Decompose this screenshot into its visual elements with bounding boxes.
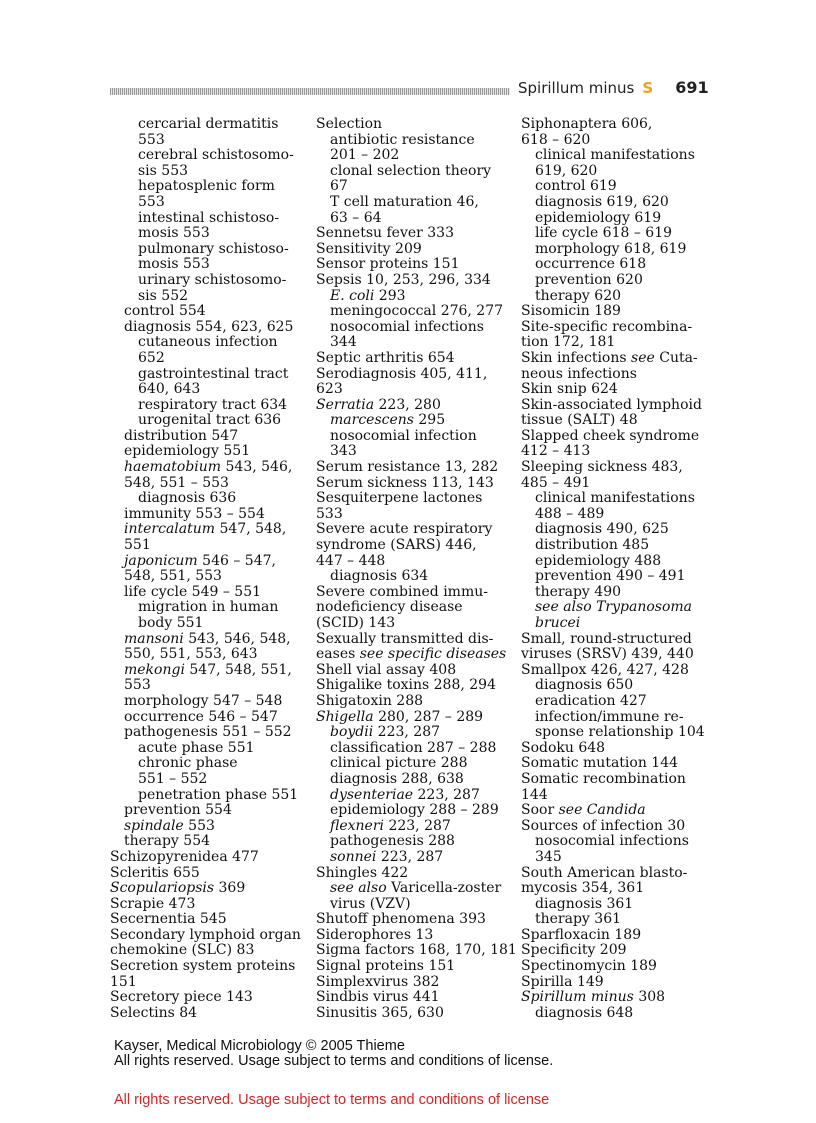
index-line: 447 – 448 [316,552,386,569]
index-line: acute phase 551 [138,739,255,756]
index-line: epidemiology 488 [535,552,662,569]
index-line: urinary schistosomo- [138,271,287,288]
index-line: nosocomial infections [330,318,484,335]
index-line: E. coli 293 [330,287,406,304]
index-line: Shutoff phenomena 393 [316,911,486,928]
index-line: Shingles 422 [316,864,409,881]
index-line: viruses (SRSV) 439, 440 [521,646,694,663]
index-line: epidemiology 619 [535,209,662,226]
index-line: 343 [330,443,357,460]
section-letter: S [642,79,654,97]
index-line: Soor see Candida [521,802,646,819]
index-line: Schizopyrenidea 477 [110,848,259,865]
index-line: Sepsis 10, 253, 296, 334 [316,271,491,288]
index-line: diagnosis 619, 620 [535,193,669,210]
index-line: therapy 554 [124,833,211,850]
index-line: nosocomial infection [330,427,477,444]
index-line: 488 – 489 [535,505,605,522]
index-line: occurrence 546 – 547 [124,708,278,725]
index-line: 67 [330,178,348,195]
index-line: 553 [124,677,151,694]
index-line: Severe acute respiratory [316,521,493,538]
index-line: Signal proteins 151 [316,958,456,975]
index-line: diagnosis 634 [330,568,429,585]
index-line: tissue (SALT) 48 [521,412,638,429]
index-line: Somatic recombination [521,770,686,787]
index-line: (SCID) 143 [316,615,396,631]
index-line: Slapped cheek syndrome [521,427,700,444]
index-line: Spirilla 149 [521,973,604,990]
index-line: Sodoku 648 [521,739,606,756]
index-line: Secondary lymphoid organ [110,926,301,943]
index-line: dysenteriae 223, 287 [330,786,480,803]
index-line: Shigalike toxins 288, 294 [316,677,496,694]
index-line: 553 [138,193,165,210]
index-line: Siderophores 13 [316,926,434,943]
index-line: morphology 547 – 548 [124,692,283,709]
index-line: haematobium 543, 546, [124,459,293,476]
index-line: Serum sickness 113, 143 [316,474,494,491]
index-line: cercarial dermatitis [138,116,279,132]
index-line: Sensitivity 209 [316,240,422,257]
index-line: Selection [316,116,383,132]
index-line: virus (VZV) [330,895,411,912]
index-line: Shigella 280, 287 – 289 [316,708,484,725]
index-line: Secernentia 545 [110,911,227,928]
index-line: diagnosis 650 [535,677,634,694]
index-line: Skin snip 624 [521,381,618,398]
index-line: penetration phase 551 [138,786,299,803]
license-line: All rights reserved. Usage subject to terms and conditions of license. [114,1053,554,1069]
index-line: therapy 490 [535,583,622,600]
index-line: Sinusitis 365, 630 [316,1004,444,1021]
index-line: Septic arthritis 654 [316,349,455,366]
index-line: Site-specific recombina- [521,318,693,335]
index-line: gastrointestinal tract [138,365,289,382]
index-line: 201 – 202 [330,147,400,164]
index-line: diagnosis 636 [138,490,237,507]
index-line: mansoni 543, 546, 548, [124,630,291,647]
index-line: life cycle 618 – 619 [535,225,673,242]
index-line: epidemiology 551 [124,443,251,460]
index-line: see also Trypanosoma [535,599,693,616]
index-line: 618 – 620 [521,131,591,148]
index-line: body 551 [138,615,204,631]
index-line: Somatic mutation 144 [521,755,679,772]
index-line: distribution 547 [124,427,239,444]
index-line: 551 [124,537,151,554]
index-line: syndrome (SARS) 446, [316,537,477,554]
index-line: 553 [138,131,165,148]
index-line: japonicum 546 – 547, [124,552,276,569]
index-line: see also Varicella-zoster [330,880,502,897]
index-line: tion 172, 181 [521,334,616,351]
index-line: eradication 427 [535,692,647,709]
index-line: Simplexvirus 382 [316,973,440,990]
index-line: 551 – 552 [138,770,208,787]
index-line: diagnosis 288, 638 [330,770,464,787]
index-line: eases see specific diseases [316,646,507,663]
index-line: diagnosis 554, 623, 625 [124,318,294,335]
index-line: T cell maturation 46, [330,193,479,210]
index-line: Sparfloxacin 189 [521,926,642,943]
index-line: epidemiology 288 – 289 [330,802,499,819]
index-line: urogenital tract 636 [138,412,282,429]
index-line: Sindbis virus 441 [316,989,440,1006]
index-line: sis 552 [138,287,189,304]
index-line: Sisomicin 189 [521,303,621,320]
index-line: 144 [521,786,548,803]
header-rule [110,88,510,95]
index-line: Scrapie 473 [110,895,196,912]
index-line: mekongi 547, 548, 551, [124,661,292,678]
index-line: sis 553 [138,162,189,179]
index-column-2 [316,116,517,1021]
index-line: immunity 553 – 554 [124,505,265,522]
index-line: neous infections [521,365,637,382]
index-line: Severe combined immu- [316,583,488,600]
index-line: nodeficiency disease [316,599,463,616]
index-line: 345 [535,848,562,865]
index-line: Serratia 223, 280 [316,396,441,413]
index-line: Sigma factors 168, 170, 181 [316,942,517,959]
index-line: Skin infections see Cuta- [521,349,698,366]
copyright-line: Kayser, Medical Microbiology © 2005 Thieme [114,1038,405,1054]
index-line: intercalatum 547, 548, [124,521,287,538]
index-line: therapy 361 [535,911,622,928]
index-line: prevention 620 [535,271,643,288]
index-line: control 619 [535,178,617,195]
index-line: clonal selection theory [330,162,492,179]
index-line: therapy 620 [535,287,622,304]
index-line: 151 [110,973,137,990]
license-notice-red: All rights reserved. Usage subject to terms and conditions of license [114,1092,550,1108]
index-line: 412 – 413 [521,443,591,460]
index-line: Sources of infection 30 [521,817,686,834]
index-line: 548, 551, 553 [124,568,222,585]
index-line: Skin-associated lymphoid [521,396,702,413]
index-line: control 554 [124,303,206,320]
index-line: meningococcal 276, 277 [330,303,504,320]
index-line: Siphonaptera 606, [521,116,653,132]
index-line: brucei [535,615,581,631]
index-line: occurrence 618 [535,256,647,273]
index-line: intestinal schistoso- [138,209,280,226]
index-line: sonnei 223, 287 [330,848,444,865]
index-line: diagnosis 648 [535,1004,634,1021]
index-column-3 [521,117,721,1021]
index-line: South American blasto- [521,864,688,881]
index-line: 619, 620 [535,162,598,179]
index-line: boydii 223, 287 [330,724,441,741]
running-head [518,78,709,102]
index-line: Small, round-structured [521,630,692,647]
index-line: Spectinomycin 189 [521,958,657,975]
index-line: 63 – 64 [330,209,382,226]
index-line: Specificity 209 [521,942,627,959]
index-line: clinical picture 288 [330,755,468,772]
index-line: life cycle 549 – 551 [124,583,262,600]
index-line: morphology 618, 619 [535,240,687,257]
index-line: marcescens 295 [330,412,446,429]
index-line: nosocomial infections [535,833,689,850]
index-line: diagnosis 490, 625 [535,521,669,538]
index-line: 344 [330,334,357,351]
index-line: hepatosplenic form [138,178,275,195]
page-number: 691 [675,78,709,97]
index-line: prevention 490 – 491 [535,568,686,585]
index-line: Sexually transmitted dis- [316,630,494,647]
index-line: Sennetsu fever 333 [316,225,454,242]
index-line: prevention 554 [124,802,232,819]
index-line: antibiotic resistance [330,131,475,148]
index-line: 548, 551 – 553 [124,474,229,491]
index-line: spindale 553 [124,817,215,834]
index-line: Sesquiterpene lactones [316,490,483,507]
index-line: Sleeping sickness 483, [521,459,683,476]
index-line: pathogenesis 288 [330,833,455,850]
index-line: pathogenesis 551 – 552 [124,724,292,741]
index-line: flexneri 223, 287 [330,817,451,834]
index-line: Scopulariopsis 369 [110,880,246,897]
index-line: classification 287 – 288 [330,739,497,756]
index-line: 485 – 491 [521,474,591,491]
index-line: cerebral schistosomo- [138,147,294,164]
index-line: Scleritis 655 [110,864,200,881]
index-line: Spirillum minus 308 [521,989,666,1006]
index-line: migration in human [138,599,279,616]
index-line: 652 [138,349,165,366]
index-line: Selectins 84 [110,1004,198,1021]
index-line: diagnosis 361 [535,895,634,912]
index-line: Secretory piece 143 [110,989,253,1006]
index-line: clinical manifestations [535,147,695,164]
index-line: chronic phase [138,755,238,772]
index-line: cutaneous infection [138,334,278,351]
index-line: Shell vial assay 408 [316,661,457,678]
index-line: mycosis 354, 361 [521,880,645,897]
index-line: distribution 485 [535,537,650,554]
index-line: Serum resistance 13, 282 [316,459,499,476]
index-line: mosis 553 [138,256,210,273]
index-line: sponse relationship 104 [535,724,705,741]
index-column-1 [110,117,306,1021]
index-line: infection/immune re- [535,708,684,725]
index-line: 533 [316,505,343,522]
index-line: respiratory tract 634 [138,396,288,413]
running-title: Spirillum minus [518,79,635,97]
index-line: Serodiagnosis 405, 411, [316,365,488,382]
index-line: chemokine (SLC) 83 [110,942,255,959]
index-line: mosis 553 [138,225,210,242]
index-line: Smallpox 426, 427, 428 [521,661,689,678]
index-line: 623 [316,381,343,398]
index-line: Shigatoxin 288 [316,692,424,709]
index-line: clinical manifestations [535,490,695,507]
index-line: Secretion system proteins [110,958,296,975]
index-line: 550, 551, 553, 643 [124,646,258,663]
index-line: 640, 643 [138,381,201,398]
index-line: Sensor proteins 151 [316,256,460,273]
index-line: pulmonary schistoso- [138,240,289,257]
